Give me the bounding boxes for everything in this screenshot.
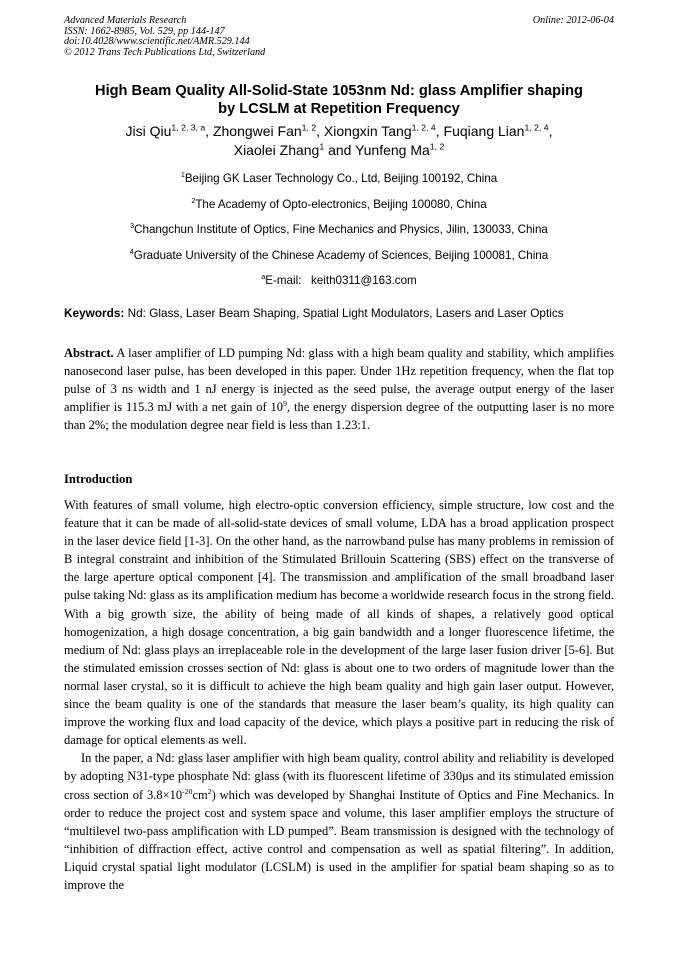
author-line-2 [58, 141, 620, 160]
issn-line: ISSN: 1662-8985, Vol. 529, pp 144-147 [64, 25, 225, 37]
author-affiliation-mark: 1, 2 [429, 141, 445, 152]
author-affiliation-mark: 1, 2 [301, 122, 317, 133]
affiliation-list [58, 166, 620, 294]
title-line-2: by LCSLM at Repetition Frequency [218, 101, 460, 117]
author-list [58, 122, 620, 160]
author-separator: , [548, 123, 553, 139]
affiliation-mark: 1 [180, 170, 185, 180]
affiliation-text: The Academy of Opto-electronics, Beijing 100080, China [195, 197, 487, 211]
author-name: , Fuqiang Lian [435, 123, 525, 139]
affiliation-mark: 3 [130, 221, 135, 231]
affiliation-item [58, 243, 620, 269]
introduction-heading: Introduction [64, 472, 133, 486]
exponent: 2 [207, 786, 212, 796]
abstract-text-end: , the energy dispersion degree of the outputting laser is no more than 2%; the modulation degree near field is less than 1.23:1. [64, 400, 614, 433]
paper-title [58, 82, 620, 118]
affiliation-mark: 4 [129, 246, 134, 256]
copyright-line: © 2012 Trans Tech Publications Ltd, Switzerland [64, 46, 266, 58]
journal-header [64, 16, 265, 58]
author-name: and Yunfeng Ma [324, 142, 430, 158]
affiliation-text: Beijing GK Laser Technology Co., Ltd, Beijing 100192, China [184, 172, 498, 185]
title-line-1: High Beam Quality All-Solid-State 1053nm Nd: glass Amplifier shaping [95, 83, 583, 99]
abstract-label: Abstract. [64, 346, 114, 360]
affiliation-item [58, 192, 620, 218]
journal-name: Advanced Materials Research [64, 15, 187, 26]
email-text: E-mail: keith0311@163.com [265, 274, 417, 287]
author-line-1 [58, 122, 620, 141]
keywords-text: Nd: Glass, Laser Beam Shaping, Spatial Light Modulators, Lasers and Laser Optics [124, 306, 564, 320]
author-affiliation-mark: 1, 2, 4 [411, 122, 436, 133]
abstract [64, 344, 614, 434]
online-date: Online: 2012-06-04 [532, 15, 614, 26]
paragraph [64, 749, 614, 894]
affiliation-text: Changchun Institute of Optics, Fine Mechanics and Physics, Jilin, 130033, China [134, 223, 548, 236]
affiliation-item [58, 166, 620, 192]
paragraph-text: In the paper, a Nd: glass laser amplifier with high beam quality, control ability and reliability is developed by adopting N31-type phosphate Nd: glass (with its fluorescent lifetime of 330μs and its stimulated emission cross section of 3.8×10 [64, 751, 614, 802]
author-name: , Zhongwei Fan [205, 123, 302, 139]
author-affiliation-mark: 1 [319, 141, 325, 152]
email-line [58, 268, 620, 294]
keywords [64, 304, 614, 322]
paragraph-text: ) which was developed by Shanghai Institute of Optics and Fine Mechanics. In order to reduce the project cost and system space and volume, this laser amplifier employs the structure of “multilevel two-pass amplification with LD pumped”. Beam transmission is designed with the technology of “inhibition of diffraction effect, active control and compensation as well as spatial filtering”. In addition, Liquid crystal spatial light modulator (LCSLM) is used in the amplifier for spatial beam shaping so as to improve the [64, 787, 615, 892]
affiliation-item [58, 217, 620, 243]
author-name: Xiaolei Zhang [233, 142, 320, 158]
affiliation-mark: 2 [191, 195, 196, 205]
author-name: , Xiongxin Tang [316, 123, 412, 139]
affiliation-mark: a [261, 272, 266, 282]
doi-line: doi:10.4028/www.scientific.net/AMR.529.144 [64, 36, 250, 48]
introduction-body [64, 496, 614, 894]
affiliation-text: Graduate University of the Chinese Academy of Sciences, Beijing 100081, China [133, 248, 549, 262]
keywords-label: Keywords: [64, 306, 125, 320]
author-affiliation-mark: 1, 2, 4 [524, 122, 549, 133]
unit-text: cm [192, 787, 208, 802]
abstract-text: A laser amplifier of LD pumping Nd: glass with a high beam quality and stability, which amplifies nanosecond laser pulse, has been developed in this paper. Under 1Hz repetition frequency, when the flat top pulse of 3 ns width and 1 nJ energy is injected as the seed pulse, the average output energy of the laser amplifier is 115.3 mJ with a net gain of 10 [64, 346, 614, 415]
author-name: Jisi Qiu [125, 123, 172, 139]
exponent: -20 [182, 786, 193, 796]
author-affiliation-mark: 1, 2, 3, a [171, 122, 206, 133]
paragraph: With features of small volume, high electro-optic conversion efficiency, simple structure, low cost and the feature that it can be made of all-solid-state devices of small volume, LDA has a broad application prospect in the laser device field [1-3]. On the other hand, as the narrowband pulse has many problems in remission of B integral constraint and inhibition of the Stimulated Brillouin Scattering (SBS) effect on the transverse of the large aperture optical component [4]. The transmission and amplification of the small broadband laser pulse taking Nd: glass as its amplification medium has become a worldwide research focus in the strong field. With a big growth size, the ability of being made of all kinds of shapes, a relatively good optical homogenization, a high dosage concentration, a big gain bandwidth and a longer fluorescence lifetime, the medium of Nd: glass plays an irreplaceable role in the development of the large laser fusion driver [5-6]. But the stimulated emission crosses section of Nd: glass is about one to two orders of magnitude lower than the normal laser crystal, so it is difficult to achieve the high beam quality and high gain laser output. However, since the beam quality is one of the standards that measure the laser beam’s quality, its high quality can improve the working flux and load capacity of the device, which plays a positive part in reducing the risk of damage for optical elements as well. [64, 498, 614, 748]
gain-exponent: 9 [283, 399, 287, 409]
